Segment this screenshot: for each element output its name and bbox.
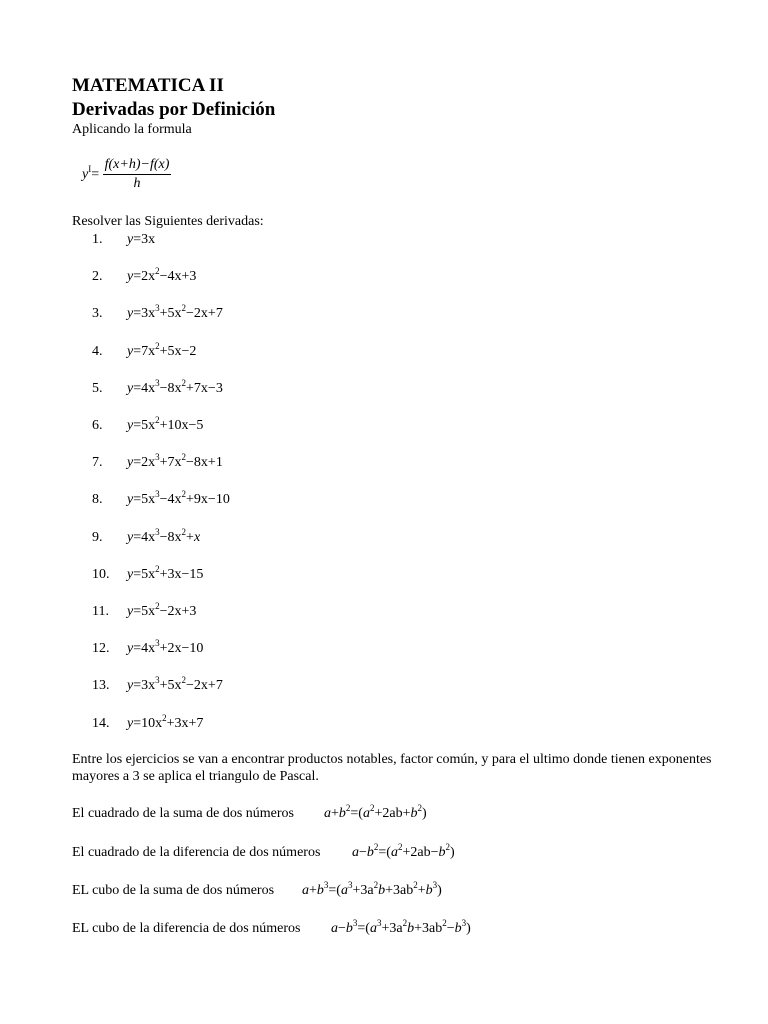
exercise-number: 2. [92,269,103,285]
document-subtitle: Derivadas por Definición [72,99,276,120]
exercise-equation: $y=2x^3+7x^2-8x+1$ [127,452,223,471]
identity-label: El cuadrado de la diferencia de dos números [72,845,321,860]
exercise-number: 11. [92,604,109,619]
exercise-equation: $y=4x^3-8x^2+x$ [127,526,201,545]
exercise-number: 1. [92,232,103,247]
identity-formula: $a-b^2=(a^2+2ab-b^2)$ [352,842,455,860]
formula-equals: = [91,166,100,182]
exercise-equation: $y=4x^3+2x-10$ [127,638,204,657]
exercise-number: 9. [92,529,103,545]
identity-label: EL cubo de la suma de dos números [72,883,275,898]
formula-numerator: f(x+h)−f(x) [103,157,172,175]
exercise-equation: $y=5x^2-2x+3$ [127,601,197,619]
identity-formula: $a-b^3=(a^3+3a^2b+3ab^2-b^3)$ [331,918,471,936]
formula-prime: I [88,163,92,174]
exercise-equation: $y=5x^2+10x-5$ [127,415,204,433]
exercise-number: 12. [92,641,110,657]
exercise-number: 5. [92,380,103,396]
note-paragraph: Entre los ejercicios se van a encontrar productos notables, factor común, y para el ultimo donde tienen exponentes mayores a 3 se aplica el triangulo de Pascal. [72,752,712,784]
exercise-equation: $y=2x^2-4x+3$ [127,266,197,285]
exercise-equation: $y=10x^2+3x+7$ [127,712,204,731]
exercise-equation: $y=5x^2+3x-15$ [127,563,204,582]
formula-denominator: h [133,176,141,191]
exercise-number: 3. [92,306,103,322]
exercise-number: 7. [92,455,103,471]
exercise-equation: $y=3x^3+5x^2-2x+7$ [127,675,223,694]
identity-label: EL cubo de la diferencia de dos números [72,921,301,936]
exercise-equation: $y=7x^2+5x-2$ [127,340,197,359]
exercise-number: 4. [92,343,103,359]
exercise-equation: y=3x [127,232,156,247]
identity-label: El cuadrado de la suma de dos números [72,806,294,821]
exercise-number: 13. [92,678,110,694]
exercise-number: 6. [92,418,103,433]
exercises-heading: Resolver las Siguientes derivadas: [72,214,264,229]
exercise-equation: $y=4x^3-8x^2+7x-3$ [127,377,223,396]
formula-fraction [103,157,172,192]
exercise-number: 14. [92,715,110,731]
formula [82,157,171,192]
exercise-equation: $y=5x^3-4x^2+9x-10$ [127,489,230,508]
identity-formula: $a+b^2=(a^2+2ab+b^2)$ [324,803,427,821]
intro-text: Aplicando la formula [72,122,192,137]
exercise-number: 10. [92,566,110,582]
exercise-number: 8. [92,492,103,508]
formula-lhs: y [82,166,89,182]
identity-formula: $a+b^3=(a^3+3a^2b+3ab^2+b^3)$ [302,880,442,898]
exercise-equation: $y=3x^3+5x^2-2x+7$ [127,303,223,322]
document-title: MATEMATICA II [72,75,224,96]
